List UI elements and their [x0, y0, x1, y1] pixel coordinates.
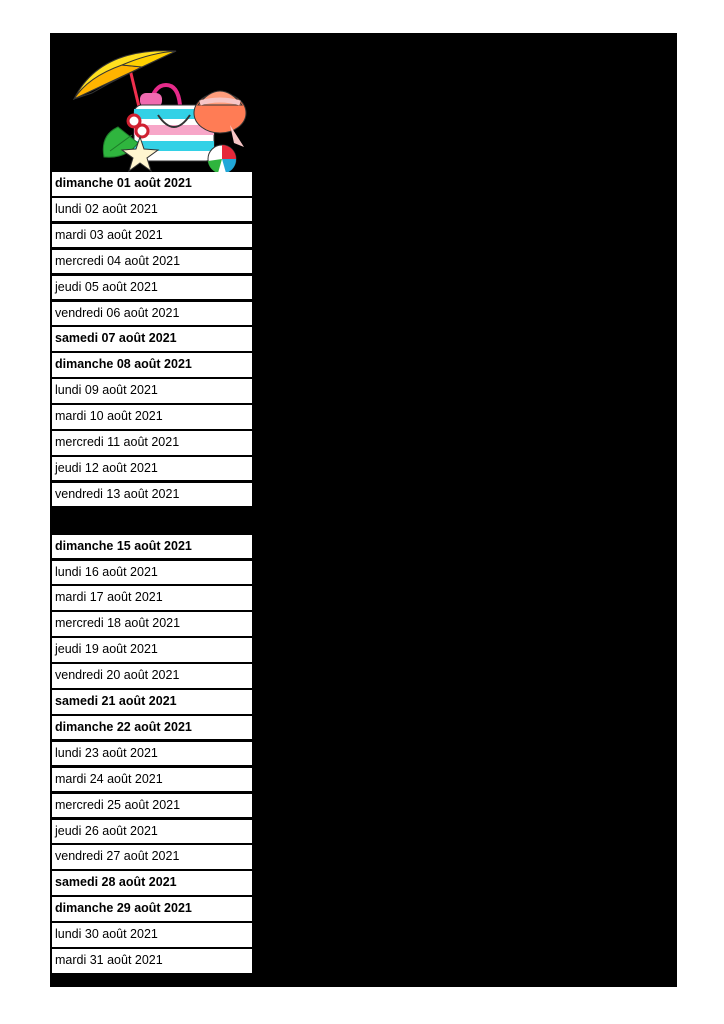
calendar-sheet: [50, 33, 677, 987]
day-row[interactable]: mardi 24 août 2021: [52, 768, 252, 792]
day-row[interactable]: mercredi 18 août 2021: [52, 612, 252, 636]
beach-ball-icon: [208, 145, 236, 173]
day-row[interactable]: jeudi 12 août 2021: [52, 457, 252, 481]
beach-illustration: [70, 39, 250, 173]
day-row[interactable]: samedi 28 août 2021: [52, 871, 252, 895]
day-row[interactable]: dimanche 08 août 2021: [52, 353, 252, 377]
day-row[interactable]: lundi 30 août 2021: [52, 923, 252, 947]
day-row[interactable]: lundi 09 août 2021: [52, 379, 252, 403]
day-row[interactable]: jeudi 19 août 2021: [52, 638, 252, 662]
day-row[interactable]: dimanche 22 août 2021: [52, 716, 252, 740]
day-row[interactable]: vendredi 13 août 2021: [52, 483, 252, 507]
day-row[interactable]: lundi 16 août 2021: [52, 561, 252, 585]
day-row[interactable]: vendredi 27 août 2021: [52, 845, 252, 869]
day-row[interactable]: samedi 21 août 2021: [52, 690, 252, 714]
day-row[interactable]: lundi 02 août 2021: [52, 198, 252, 222]
day-row[interactable]: vendredi 06 août 2021: [52, 302, 252, 326]
day-row[interactable]: mardi 10 août 2021: [52, 405, 252, 429]
day-row[interactable]: jeudi 26 août 2021: [52, 820, 252, 844]
day-row[interactable]: jeudi 05 août 2021: [52, 276, 252, 300]
day-row[interactable]: mardi 31 août 2021: [52, 949, 252, 973]
day-row[interactable]: mardi 17 août 2021: [52, 586, 252, 610]
day-row[interactable]: mercredi 04 août 2021: [52, 250, 252, 274]
day-row[interactable]: vendredi 20 août 2021: [52, 664, 252, 688]
day-row[interactable]: samedi 07 août 2021: [52, 327, 252, 351]
day-row[interactable]: dimanche 29 août 2021: [52, 897, 252, 921]
day-row[interactable]: mercredi 11 août 2021: [52, 431, 252, 455]
day-row[interactable]: lundi 23 août 2021: [52, 742, 252, 766]
day-row[interactable]: dimanche 01 août 2021: [52, 172, 252, 196]
day-row[interactable]: dimanche 15 août 2021: [52, 535, 252, 559]
day-row[interactable]: mardi 03 août 2021: [52, 224, 252, 248]
day-row[interactable]: mercredi 25 août 2021: [52, 794, 252, 818]
